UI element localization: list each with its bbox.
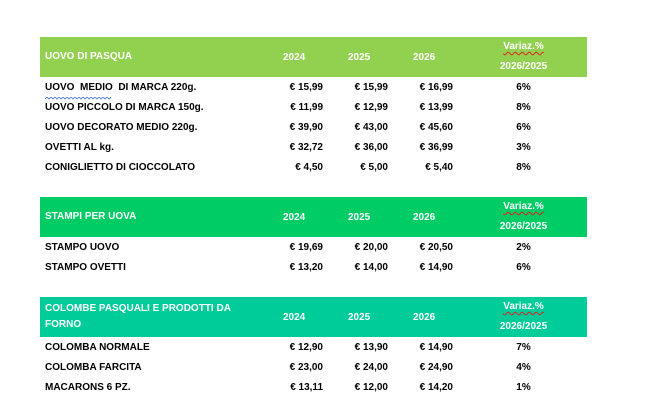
change-value: 7% [516,341,531,353]
change-period: 2026/2025 [499,221,548,232]
item-name-text: UOVO MEDIO DI MARCA 220g. [45,81,197,93]
change-header [460,197,587,237]
section-title: UOVO DI PASQUA [45,51,133,62]
item-name: CONIGLIETTO DI CIOCCOLATO [45,161,195,173]
item-name: UOVO PICCOLO DI MARCA 150g. [45,101,204,113]
section-header [40,197,587,237]
item-name: COLOMBA NORMALE [45,341,150,353]
price-2024: € 13,11 [290,381,323,393]
item-name: OVETTI AL kg. [45,141,114,153]
change-label: Variaz.% [503,41,544,52]
item-name: UOVO DECORATO MEDIO 220g. [45,121,198,133]
price-2025: € 43,00 [354,121,388,133]
change-value: 3% [516,141,531,153]
section-easter-eggs [40,37,587,177]
item-name: STAMPO OVETTI [45,261,126,273]
section-easter-cakes [40,297,587,397]
change-label: Variaz.% [503,301,544,312]
price-2025: € 24,00 [354,361,388,373]
table-row [40,237,587,257]
change-value: 8% [516,161,531,173]
year-header-2026: 2026 [413,311,436,323]
price-2025: € 36,00 [354,141,388,153]
year-header-2025: 2025 [348,51,371,63]
price-2026: € 13,99 [419,101,453,113]
price-2026: € 14,90 [419,261,453,273]
change-value: 6% [516,261,531,273]
table-row [40,137,587,157]
price-2024: € 39,90 [289,121,323,133]
change-label: Variaz.% [503,201,544,212]
table-row [40,257,587,277]
change-value: 1% [516,381,531,393]
item-name: STAMPO UOVO [45,241,120,253]
price-2024: € 19,69 [289,241,323,253]
change-value: 6% [516,121,531,133]
change-period: 2026/2025 [499,321,548,332]
change-header [460,297,587,337]
price-2025: € 12,99 [354,101,388,113]
change-value: 4% [516,361,531,373]
price-2024: € 23,00 [289,361,323,373]
price-2024: € 32,72 [289,141,323,153]
price-2025: € 12,00 [354,381,388,393]
year-header-2025: 2025 [348,311,371,323]
table-row [40,117,587,137]
price-2024: € 15,99 [289,81,323,93]
table-row [40,377,587,397]
section-egg-molds [40,197,587,277]
year-header-2024: 2024 [283,51,306,63]
price-2026: € 36,99 [419,141,453,153]
section-header [40,297,587,337]
price-2026: € 14,90 [419,341,453,353]
price-2026: € 14,20 [419,381,453,393]
price-2026: € 24,90 [419,361,453,373]
price-2025: € 20,00 [354,241,388,253]
table-row [40,357,587,377]
change-value: 6% [516,81,531,93]
year-header-2025: 2025 [348,211,371,223]
table-row [40,77,587,97]
item-name: MACARONS 6 PZ. [45,381,131,393]
year-header-2026: 2026 [413,211,436,223]
price-2024: € 13,20 [289,261,323,273]
section-header [40,37,587,77]
grammar-check-underline [45,97,111,100]
change-value: 2% [516,241,531,253]
price-2024: € 4,50 [295,161,323,173]
price-2025: € 15,99 [354,81,388,93]
change-value: 8% [516,101,531,113]
year-header-2026: 2026 [413,51,436,63]
item-name: COLOMBA FARCITA [45,361,142,373]
price-2024: € 12,90 [289,341,323,353]
section-title: COLOMBE PASQUALI E PRODOTTI DA FORNO [45,303,231,330]
table-row [40,337,587,357]
section-title: STAMPI PER UOVA [45,211,137,222]
price-2025: € 5,00 [360,161,388,173]
item-name [40,82,270,93]
change-header [460,37,587,77]
year-header-2024: 2024 [283,211,306,223]
table-row [40,97,587,117]
table-row [40,157,587,177]
price-2025: € 14,00 [354,261,388,273]
price-2026: € 45,60 [419,121,453,133]
change-period: 2026/2025 [499,61,548,72]
price-2024: € 11,99 [290,101,323,113]
price-2025: € 13,90 [354,341,388,353]
price-2026: € 20,50 [419,241,453,253]
price-2026: € 5,40 [425,161,453,173]
price-2026: € 16,99 [419,81,453,93]
year-header-2024: 2024 [283,311,306,323]
